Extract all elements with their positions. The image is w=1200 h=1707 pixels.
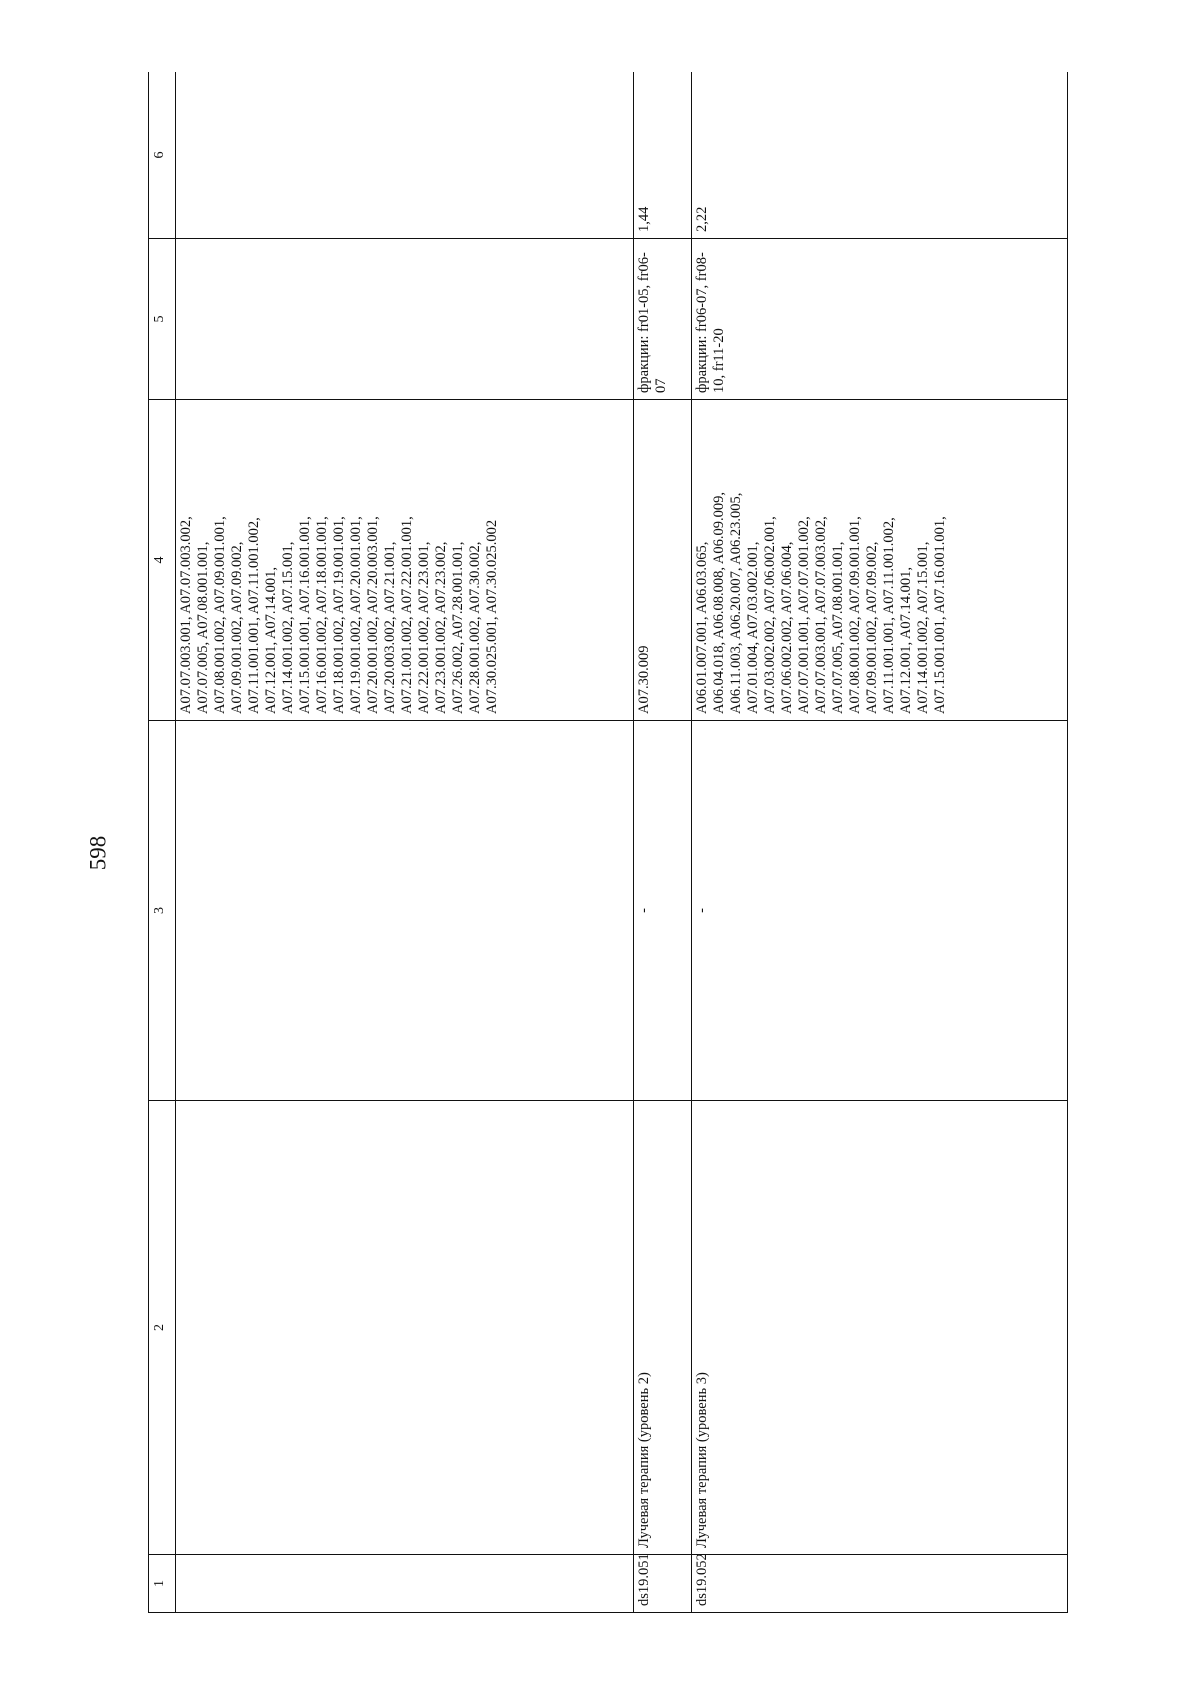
header-cell-5: 5 [149,239,176,400]
rotated-table-container [148,72,1068,1613]
table-row-continuation [176,72,634,1613]
header-cell-4: 4 [149,400,176,721]
cell-code: ds19.052 [692,1555,1068,1613]
cell-col3: - [692,721,1068,1101]
cell-name: Лучевая терапия (уровень 3) [692,1101,1068,1555]
cell-service-codes: A07.07.003.001, A07.07.003.002, A07.07.005, A07.08.001.001, A07.08.001.002, A07.09.001.001, A07.09.001.002, A07.09.002, A07.11.001.001, A07.11.001.002, A07.12.001, A07.14.001, A07.14.001.002, A07.15.001, A07.15.001.001, A07.16.001.001, A07.16.001.002, A07.18.001.001, A07.18.001.002, A07.19.001.001, A07.19.001.002, A07.20.001.001, A07.20.001.002, A07.20.003.001, A07.20.003.002, A07.21.001, A07.21.001.002, A07.22.001.001, A07.22.001.002, A07.23.001, A07.23.001.002, A07.23.002, A07.26.002, A07.28.001.001, A07.28.001.002, A07.30.002, A07.30.025.001, A07.30.025.002 [176,400,634,721]
cell-service-codes: A06.01.007.001, A06.03.065, A06.04.018, A06.08.008, A06.09.009, A06.11.003, A06.20.007, A06.23.005, A07.01.004, A07.03.002.001, A07.03.002.002, A07.06.002.001, A07.06.002.002, A07.06.004, A07.07.001.001, A07.07.001.002, A07.07.003.001, A07.07.003.002, A07.07.005, A07.08.001.001, A07.08.001.002, A07.09.001.001, A07.09.001.002, A07.09.002, A07.11.001.001, A07.11.001.002, A07.12.001, A07.14.001, A07.14.001.002, A07.15.001, A07.15.001.001, A07.16.001.001, [692,400,1068,721]
header-cell-2: 2 [149,1101,176,1555]
table-row-ds19-051 [634,72,692,1613]
header-cell-3: 3 [149,721,176,1101]
cell-coefficient [176,72,634,239]
cell-col3: - [634,721,692,1101]
table-frame [148,72,1068,1613]
cell-coefficient: 1,44 [634,72,692,239]
cell-fractions: фракции: fr06-07, fr08-10, fr11-20 [692,239,1068,400]
cell-code [176,1555,634,1613]
header-cell-6: 6 [149,72,176,239]
cell-code: ds19.051 [634,1555,692,1613]
page-number [84,831,112,875]
page-number-text: 598 [85,835,110,871]
table-header-row [149,72,176,1613]
cell-coefficient: 2,22 [692,72,1068,239]
tariff-table [148,72,1068,1613]
cell-service-codes: A07.30.009 [634,400,692,721]
cell-name: Лучевая терапия (уровень 2) [634,1101,692,1555]
cell-fractions [176,239,634,400]
cell-col3 [176,721,634,1101]
cell-name [176,1101,634,1555]
cell-fractions: фракции: fr01-05, fr06-07 [634,239,692,400]
header-cell-1: 1 [149,1555,176,1613]
table-row-ds19-052 [692,72,1068,1613]
